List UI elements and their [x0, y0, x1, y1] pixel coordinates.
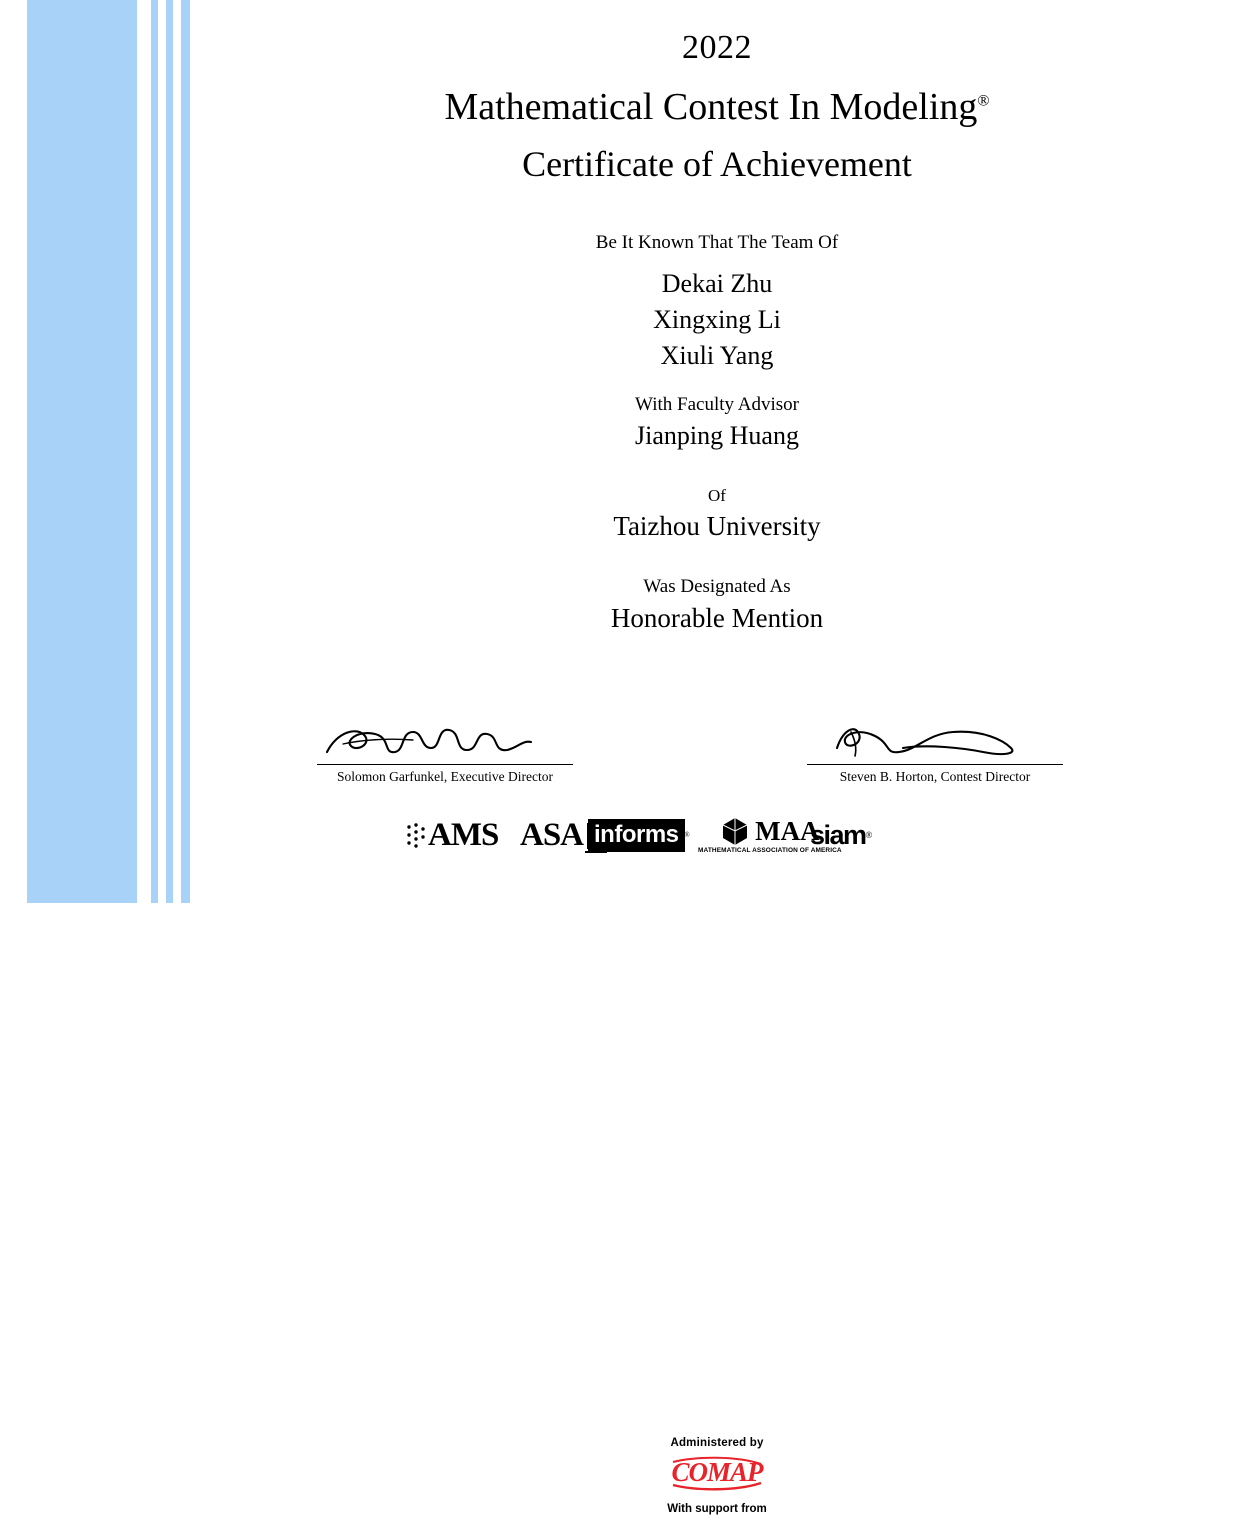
institution-name: Taizhou University [613, 511, 821, 541]
ams-logo [405, 812, 498, 858]
informs-logo-text [588, 819, 685, 852]
contest-title [200, 82, 1234, 132]
informs-registered-icon: ® [684, 831, 690, 839]
maa-logo-text: MAA [755, 816, 820, 846]
team-member-3: Xiuli Yang [660, 341, 774, 370]
signature-caption-executive-director: Solomon Garfunkel, Executive Director [337, 769, 553, 784]
informs-text: informs [594, 820, 679, 848]
registered-trademark-icon: ® [977, 92, 990, 110]
contest-year: 2022 [682, 29, 752, 66]
ams-logo-text: AMS [428, 817, 499, 853]
siam-logo [810, 812, 872, 858]
ams-dots-icon [405, 822, 427, 848]
decorative-bar-thin-3 [181, 0, 190, 903]
siam-logo-text: siam [810, 820, 866, 850]
of-label: Of [708, 486, 726, 505]
designation-label: Was Designated As [643, 576, 791, 597]
signature-caption-contest-director: Steven B. Horton, Contest Director [839, 769, 1031, 784]
decorative-bar-thin-1 [151, 0, 158, 903]
decorative-bar-wide [27, 0, 137, 903]
siam-registered-icon: ® [865, 830, 873, 840]
team-label: Be It Known That The Team Of [595, 232, 839, 253]
signature-icon [807, 718, 1063, 764]
team-member-1: Dekai Zhu [661, 269, 773, 298]
advisor-label: With Faculty Advisor [635, 394, 799, 415]
team-member-2: Xingxing Li [653, 305, 781, 334]
support-from-label: With support from [667, 1503, 767, 1515]
signature-line [317, 764, 573, 765]
signature-block-contest-director [790, 718, 1080, 786]
institution-block [200, 484, 1234, 544]
administered-by-block [600, 1436, 834, 1516]
administered-by-label: Administered by [670, 1437, 764, 1449]
contest-title-text: Mathematical Contest In Modeling [444, 86, 978, 128]
signature-line [807, 764, 1063, 765]
signature-icon [317, 718, 573, 764]
team-block [200, 230, 1234, 374]
comap-logo-icon [667, 1452, 767, 1492]
advisor-name: Jianping Huang [635, 421, 799, 450]
designation-block [200, 574, 1234, 636]
advisor-block [200, 392, 1234, 454]
maa-logo-subtitle: MATHEMATICAL ASSOCIATION OF AMERICA [698, 847, 842, 854]
certificate-content [200, 0, 1234, 1515]
polyhedron-icon [720, 816, 750, 846]
spacer [200, 256, 1234, 266]
signature-block-executive-director [300, 718, 590, 786]
svg-text:COMAP: COMAP [671, 1457, 763, 1487]
asa-logo-text: ASA [520, 817, 584, 853]
certificate-subtitle: Certificate of Achievement [522, 144, 912, 184]
designation-award: Honorable Mention [610, 603, 824, 633]
sponsor-logo-row [200, 812, 1234, 872]
informs-logo [588, 812, 690, 858]
decorative-bar-thin-2 [166, 0, 173, 903]
